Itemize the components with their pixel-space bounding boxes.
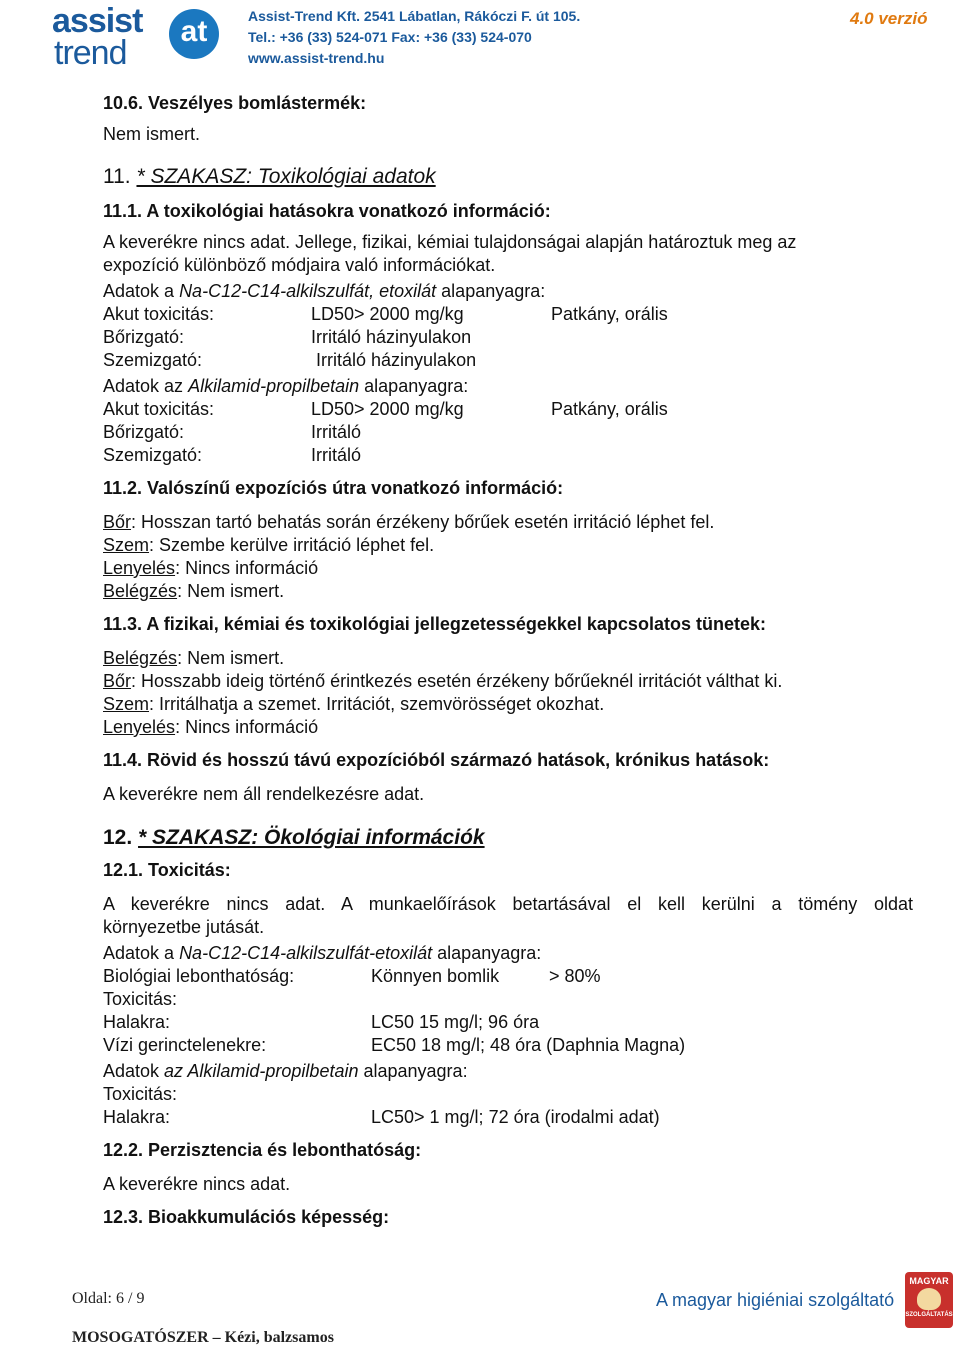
section-12-block2-title: Adatok az Alkilamid-propilbetain alapanyagra:	[103, 1061, 468, 1081]
assist-trend-logo	[52, 4, 222, 70]
section-12-2-text: A keverékre nincs adat.	[103, 1174, 291, 1194]
eco-row: Vízi gerinctelenekre: EC50 18 mg/l; 48 óra (Daphnia Magna)	[103, 1035, 686, 1055]
hungary-map-icon	[917, 1288, 941, 1310]
exposure-item: Szem: Szembe kerülve irritáció léphet fel.	[103, 535, 435, 555]
section-11-block1-title: Adatok a Na-C12-C14-alkilszulfát, etoxilát alapanyagra:	[103, 281, 546, 301]
section-11-4-text: A keverékre nem áll rendelkezésre adat.	[103, 784, 425, 804]
section-10-6-heading: 10.6. Veszélyes bomlástermék:	[103, 93, 367, 113]
page-header	[0, 0, 960, 80]
section-12-1-heading: 12.1. Toxicitás:	[103, 860, 231, 880]
company-website: www.assist-trend.hu	[248, 50, 385, 66]
badge-bottom-text: SZOLGÁLTATÁS	[905, 1312, 953, 1318]
section-12-2-heading: 12.2. Perzisztencia és lebonthatóság:	[103, 1140, 422, 1160]
section-12-title: 12. * SZAKASZ: Ökológiai információk	[103, 826, 485, 849]
section-12-1-intro-line1: A keverékre nincs adat. A munkaelőírások betartásával el kell kerülni a tömény oldat	[103, 894, 913, 914]
eco-row: Biológiai lebonthatóság: Könnyen bomlik > 80%	[103, 966, 601, 986]
tox-row: Bőrizgató: Irritáló házinyulakon	[103, 327, 472, 347]
tox-row: Szemizgató: Irritáló	[103, 445, 362, 465]
eco-row: Toxicitás:	[103, 989, 178, 1009]
badge-top-text: MAGYAR	[909, 1276, 949, 1286]
section-11-title: 11. * SZAKASZ: Toxikológiai adatok	[103, 165, 436, 188]
exposure-item: Belégzés: Nem ismert.	[103, 581, 285, 601]
logo-word-assist: assist	[52, 2, 143, 40]
section-11-1-heading: 11.1. A toxikológiai hatásokra vonatkozó információ:	[103, 201, 551, 221]
symptom-item: Szem: Irritálhatja a szemet. Irritációt, szemvörösséget okozhat.	[103, 694, 605, 714]
section-11-3-heading: 11.3. A fizikai, kémiai és toxikológiai jellegzetességekkel kapcsolatos tünetek:	[103, 614, 766, 634]
version-label: 4.0 verzió	[850, 9, 928, 28]
document-body	[103, 92, 913, 1229]
logo-at-circle-icon: at	[169, 9, 219, 59]
exposure-item: Bőr: Hosszan tartó behatás során érzékeny bőrűek esetén irritáció léphet fel.	[103, 512, 715, 532]
logo-word-trend: trend	[54, 34, 127, 72]
exposure-item: Lenyelés: Nincs információ	[103, 558, 319, 578]
symptom-item: Belégzés: Nem ismert.	[103, 648, 285, 668]
section-11-2-heading: 11.2. Valószínű expozíciós útra vonatkozó információ:	[103, 478, 564, 498]
section-12-1-intro-line2: környezetbe jutását.	[103, 917, 265, 937]
eco-row: Halakra: LC50 15 mg/l; 96 óra	[103, 1012, 540, 1032]
eco-row: Halakra: LC50> 1 mg/l; 72 óra (irodalmi adat)	[103, 1107, 660, 1127]
tox-row: Bőrizgató: Irritáló	[103, 422, 362, 442]
section-11-4-heading: 11.4. Rövid és hosszú távú expozícióból származó hatások, krónikus hatások:	[103, 750, 770, 770]
page-number: Oldal: 6 / 9	[72, 1290, 145, 1307]
company-address: Assist-Trend Kft. 2541 Lábatlan, Rákóczi F. út 105.	[248, 8, 581, 24]
magyar-szolgaltatas-badge	[905, 1272, 953, 1328]
eco-row: Toxicitás:	[103, 1084, 178, 1104]
product-name: MOSOGATÓSZER – Kézi, balzsamos	[72, 1329, 334, 1346]
symptom-item: Lenyelés: Nincs információ	[103, 717, 319, 737]
footer-tagline: A magyar higiéniai szolgáltató	[656, 1290, 895, 1310]
section-11-1-intro-line1: A keverékre nincs adat. Jellege, fizikai, kémiai tulajdonságai alapján határoztuk meg az	[103, 232, 797, 252]
section-11-block2-title: Adatok az Alkilamid-propilbetain alapanyagra:	[103, 376, 469, 396]
section-11-1-intro-line2: expozíció különböző módjaira való információkat.	[103, 255, 496, 275]
company-info	[248, 6, 580, 69]
tox-row: Szemizgató: Irritáló házinyulakon	[103, 350, 477, 370]
section-12-block1-title: Adatok a Na-C12-C14-alkilszulfát-etoxilát alapanyagra:	[103, 943, 542, 963]
tox-row: Akut toxicitás: LD50> 2000 mg/kg Patkány, orális	[103, 399, 668, 419]
section-10-6-text: Nem ismert.	[103, 124, 201, 144]
tox-row: Akut toxicitás: LD50> 2000 mg/kg Patkány, orális	[103, 304, 668, 324]
company-phone: Tel.: +36 (33) 524-071 Fax: +36 (33) 524-070	[248, 29, 532, 45]
section-12-3-heading: 12.3. Bioakkumulációs képesség:	[103, 1207, 390, 1227]
symptom-item: Bőr: Hosszabb ideig történő érintkezés esetén érzékeny bőrűeknél irritációt válthat ki.	[103, 671, 783, 691]
